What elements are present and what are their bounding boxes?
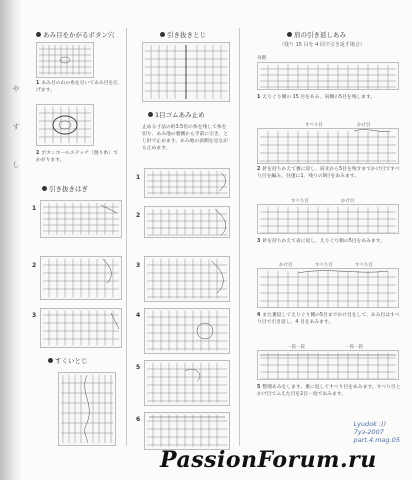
step-number: 1 <box>257 95 261 100</box>
diagram-short-row-5 <box>257 350 399 380</box>
credit-line: 7уз-2007 <box>353 428 384 436</box>
annotation-label: すべり目 <box>305 123 323 128</box>
step-text: 整理あみをします。裏に返してすべり目をあみます。すべり目とかけ目でふえた目を2目一度であみます。 <box>257 385 401 397</box>
step-number: 6 <box>136 416 141 423</box>
step-text: ボタンホールステッチ（割り糸）でかがります。 <box>36 151 118 163</box>
step-note <box>36 150 120 164</box>
step-number: 3 <box>136 262 141 269</box>
diagram-rib-3 <box>144 256 230 302</box>
heading-text: あみ目をかがるボタン穴 <box>43 31 115 39</box>
heading-text: 1目ゴムあみ止め <box>155 111 205 119</box>
heading-text: 肩の引き返しあみ <box>294 31 346 39</box>
step-number: 2 <box>36 151 40 156</box>
step-text: 針を持ちかえて裏に返し、肩先から5目を残すまでかけ目ですべり目を編み、往復に1、残りの9目をあみます。 <box>257 167 400 179</box>
step-note <box>257 166 403 180</box>
diagram-short-row-3 <box>257 204 399 234</box>
step-number: 2 <box>136 212 141 219</box>
step-number: 1 <box>136 174 141 181</box>
step-note <box>257 238 403 245</box>
bullet-icon <box>48 358 53 363</box>
step-number: 2 <box>32 262 37 269</box>
section-title-slip-join <box>42 184 88 193</box>
margin-char: す <box>12 123 20 131</box>
step-text: また裏返してえりぐり側の5目までかけ目をして、あみ目はすべり目で引き返し、4 目をあみます。 <box>257 313 400 325</box>
step-text: えりぐり側の 15 目をあみ、肩側の5目を残します。 <box>262 95 376 100</box>
diagram-rib-2 <box>144 206 230 238</box>
step-number: 4 <box>257 313 261 318</box>
diagram-short-row-1 <box>257 62 399 90</box>
credit-line: Lyudok :)) <box>353 420 387 428</box>
heading-text: すくいとじ <box>55 357 88 365</box>
side-label: 身側 <box>257 56 266 61</box>
column-divider <box>126 28 127 446</box>
annotation-label: かけ目 <box>357 123 371 128</box>
column-divider <box>239 28 240 446</box>
credit-stamp <box>354 420 400 444</box>
step-note <box>257 312 403 326</box>
diagram-rib-5 <box>144 360 230 406</box>
diagram-slip-join-2 <box>40 256 122 300</box>
annotation-label: かけ目 <box>279 263 293 268</box>
column-right <box>245 0 405 480</box>
section-subtitle: （残り 15 目を 4 回で引き返す場合） <box>279 42 365 48</box>
diagram-short-row-2 <box>257 128 399 164</box>
diagram-slip-join-3 <box>40 308 122 348</box>
column-middle <box>134 0 234 480</box>
column-left <box>28 0 122 480</box>
annotation-label: すべり目 <box>355 263 373 268</box>
step-number: 3 <box>32 312 37 319</box>
diagram-slip-seam <box>142 42 230 102</box>
section-title-slip-seam <box>160 30 206 39</box>
section-title-buttonhole <box>36 30 115 39</box>
margin-char: し <box>12 161 20 169</box>
bullet-icon <box>287 32 292 37</box>
annotation-label: 一段一段 <box>287 345 305 350</box>
step-number: 4 <box>136 312 141 319</box>
diagram-rib-6 <box>144 412 230 450</box>
bullet-icon <box>42 186 47 191</box>
rib-bind-off-note: 止める寸法の約3.5倍の糸を残して糸を切り、あみ地の裏側から手前に引き、とじ針で止めます。あみ地の表側を見ながら止めます。 <box>142 125 229 151</box>
annotation-label: すべり目 <box>315 263 333 268</box>
bullet-icon <box>148 112 153 117</box>
watermark: PassionForum.ru <box>160 447 377 473</box>
step-number: 5 <box>136 364 141 371</box>
step-note <box>36 80 120 94</box>
margin-text <box>11 70 21 184</box>
diagram-rib-1 <box>144 168 230 198</box>
credit-line: part.4.mag.05 <box>353 436 400 444</box>
step-note <box>257 384 403 398</box>
heading-text: 引き抜きとじ <box>167 31 206 39</box>
step-number: 1 <box>32 205 37 212</box>
step-number: 5 <box>257 385 261 390</box>
bullet-icon <box>160 32 165 37</box>
diagram-short-row-4 <box>257 268 399 308</box>
heading-text: 引き抜きはぎ <box>49 185 88 193</box>
annotation-label: 一段一段 <box>345 345 363 350</box>
section-title-rib-bind-off <box>148 110 205 119</box>
step-note <box>257 94 403 101</box>
diagram-mattress <box>58 372 116 446</box>
diagram-slip-join-1 <box>40 200 122 238</box>
margin-char: や <box>12 85 20 93</box>
section-title-mattress <box>48 356 88 365</box>
bullet-icon <box>36 32 41 37</box>
step-number: 2 <box>257 167 261 172</box>
diagram-buttonhole-1 <box>36 42 94 78</box>
annotation-label: すべり目 <box>291 199 309 204</box>
step-number: 3 <box>257 239 261 244</box>
step-number: 1 <box>36 81 40 86</box>
step-text: 針を持ちかえて表に返し、えりぐり側の5目をあみます。 <box>262 239 385 244</box>
section-title-shoulder-short-rows <box>287 30 346 39</box>
diagram-rib-4 <box>144 308 230 354</box>
step-text: あみ目の山の糸を引いてあみ目を広げます。 <box>36 81 119 93</box>
annotation-label: かけ目 <box>341 199 355 204</box>
diagram-buttonhole-2 <box>36 104 94 146</box>
